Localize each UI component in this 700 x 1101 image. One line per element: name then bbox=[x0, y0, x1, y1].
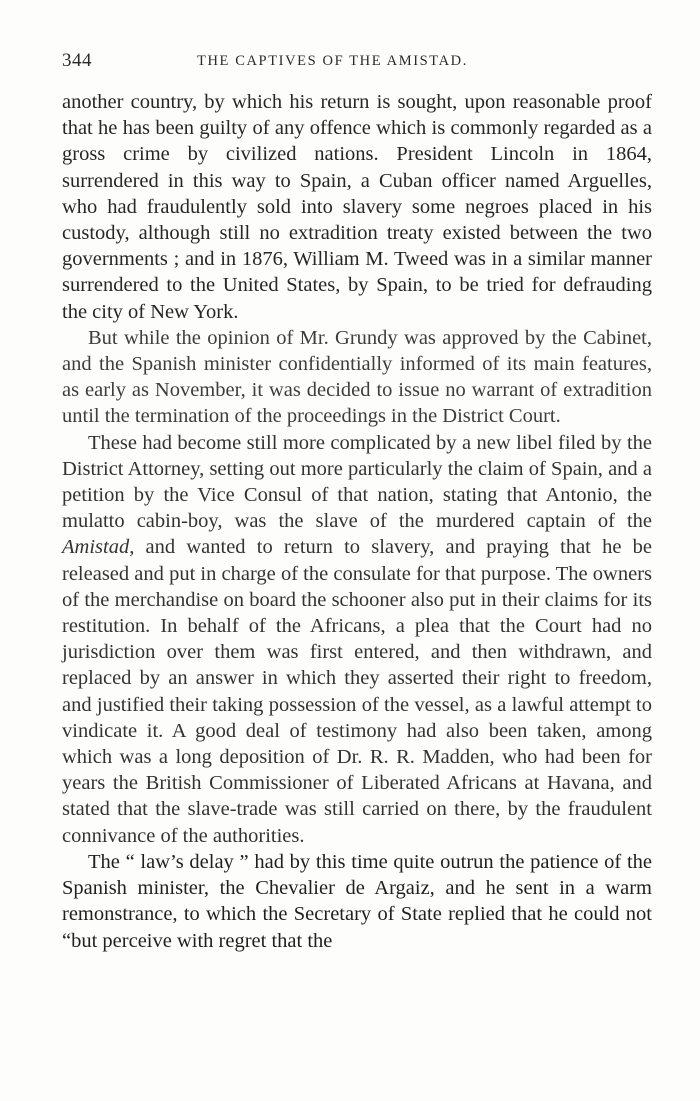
ship-name-italic: Amistad bbox=[62, 536, 130, 559]
paragraph bbox=[62, 430, 652, 849]
paragraph: another country, by which his return is sought, upon reasonable proof that he has been guilty of any offence which is commonly regarded as a gross crime by civilized nations. President Lincoln in 1864, surrendered in this way to Spain, a Cuban officer named Arguelles, who had fraudulently sold into slavery some negroes placed in his custody, although still no extradition treaty existed between the two governments ; and in 1876, William M. Tweed was in a similar manner surrendered to the United States, by Spain, to be tried for defrauding the city of New York. bbox=[62, 91, 652, 323]
page-header bbox=[62, 50, 652, 74]
page-number: 344 bbox=[62, 50, 92, 71]
paragraph-text: , and wanted to return to slavery, and praying that he be released and put in charge of the consulate for that purpose. The owners of the merchandise on board the schooner also put in their claims for its restitution. In behalf of the Africans, a plea that the Court had no jurisdiction over them was first entered, and then withdrawn, and replaced by an answer in which they asserted their right to freedom, and justified their taking possession of the vessel, as a lawful attempt to vindicate it. A good deal of testimony had also been taken, among which was a long deposition of Dr. R. R. Madden, who had been for years the British Commissioner of Liberated Africans at Havana, and stated that the slave-trade was still carried on there, by the fraudulent connivance of the authorities. bbox=[62, 536, 652, 847]
paragraph: But while the opinion of Mr. Grundy was approved by the Cabinet, and the Spanish minister confidentially informed of its main features, as early as November, it was decided to issue no warrant of extradition until the termination of the proceedings in the District Court. bbox=[62, 326, 652, 428]
running-head: THE CAPTIVES OF THE AMISTAD. bbox=[197, 53, 468, 69]
paragraph: The “ law’s delay ” had by this time quite outrun the patience of the Spanish minister, the Chevalier de Argaiz, and he sent in a warm remonstrance, to which the Secretary of State replied that he could not “but perceive with regret that the bbox=[62, 850, 652, 952]
body-text bbox=[62, 89, 652, 954]
paragraph-text: These had become still more complicated by a new libel filed by the District Attorney, setting out more particularly the claim of Spain, and a petition by the Vice Consul of that nation, stating that Antonio, the mulatto cabin-boy, was the slave of the murdered captain of the bbox=[62, 431, 652, 533]
